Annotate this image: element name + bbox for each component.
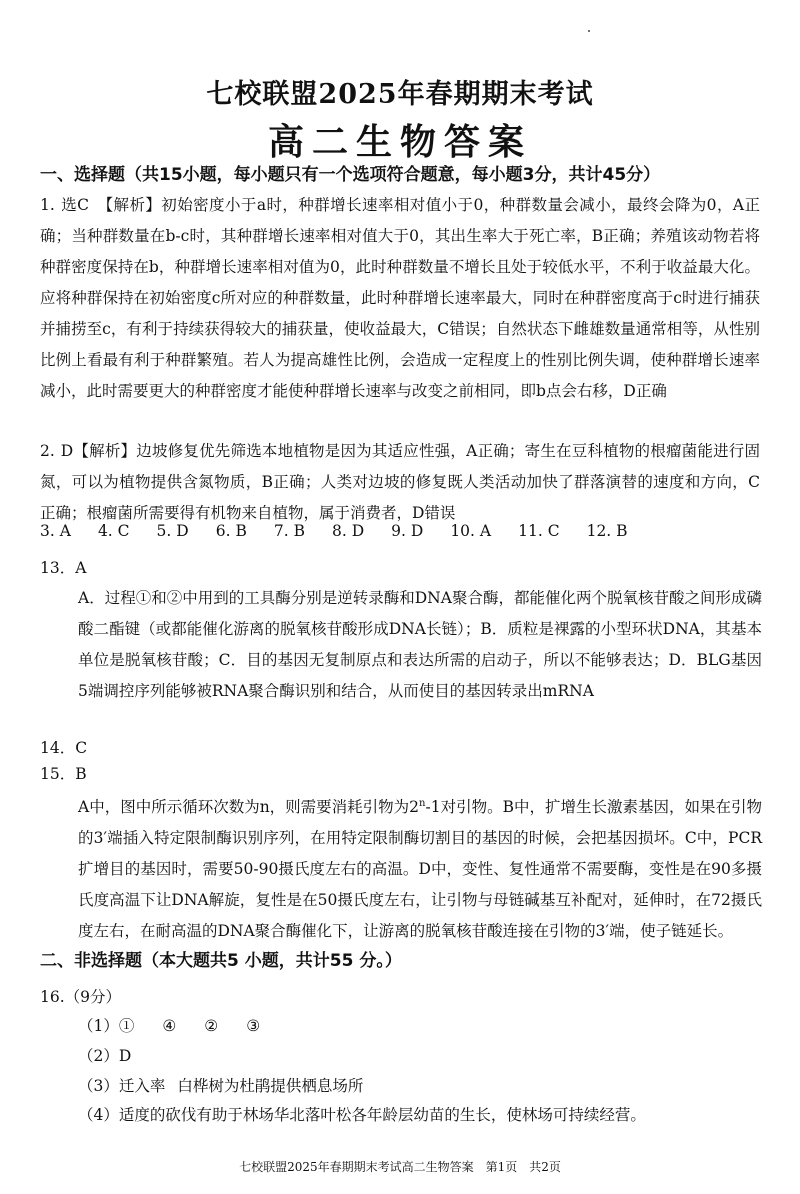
question-1-text: 选C 【解析】初始密度小于a时，种群增长速率相对值小于0，种群数量会减小，最终会降为0，A正确；当种群数量在b-c时，其种群增长速率相对值大于0，其出生率大于死亡率，B正确；养殖该动物若将种群密度保持在b，种群增长速率相对值为0，此时种群数量不增长且处于较低水平，不利于收益最大化。应将种群保持在初始密度c所对应的种群数量，此时种群增长速率最大，同时在种群密度高于c时进行捕获并捕捞至c，有利于持续获得较大的捕获量，使收益最大，C错误；自然状态下雌雄数量通常相等，从性别比例上看最有利于种群繁殖。若人为提高雄性比例，会造成一定程度上的性别比例失调，使种群增长速率减小，此时需要更大的种群密度才能使种群增长速率与改变之前相同，即b点会右移，D正确 (40, 196, 760, 400)
question-16-part2: （2）D (78, 1047, 132, 1065)
question-13-label: 13．A (40, 559, 87, 577)
question-16-part3: （3）迁入率 白桦树为杜鹃提供栖息场所 (78, 1077, 364, 1095)
question-16-part4: （4）适度的砍伐有助于林场华北落叶松各年龄层幼苗的生长，使林场可持续经营。 (78, 1106, 646, 1124)
scan-dot (588, 30, 590, 32)
question-16-part1: （1）① ④ ② ③ (78, 1017, 261, 1035)
answer-item: 12. B (586, 522, 628, 540)
page-title: 高二生物答案 (267, 121, 532, 163)
answer-item: 6. B (215, 522, 247, 540)
question-15-superscript: n (419, 798, 426, 809)
question-14-label: 14．C (40, 739, 88, 757)
answer-item: 11. C (518, 522, 560, 540)
question-2-text: D【解析】边坡修复优先筛选本地植物是因为其适应性强，A正确；寄生在豆科植物的根瘤菌能进行固氮，可以为植物提供含氮物质，B正确；人类对边坡的修复既人类活动加快了群落演替的速度和方向，C正确；根瘤菌所需要得有机物来自植物，属于消费者，D错误 (40, 442, 760, 522)
section2-heading: 二、非选择题（本大题共5 小题，共计55 分。） (40, 951, 402, 971)
section1-heading: 一、选择题（共15小题，每小题只有一个选项符合题意，每小题3分，共计45分） (40, 165, 661, 185)
answer-item: 7. B (273, 522, 305, 540)
exam-title: 七校联盟2025年春期期末考试 (206, 79, 594, 110)
question-15-explanation (78, 788, 762, 947)
answer-item: 9. D (391, 522, 424, 540)
question-15-text-a: A中，图中所示循环次数为n，则需要消耗引物为2 (78, 798, 420, 817)
question-16-label: 16.（9分） (40, 988, 122, 1006)
answers-row (40, 522, 760, 540)
question-2-number: 2. (40, 442, 55, 460)
question-15-label: 15．B (40, 765, 87, 783)
question-15-text-b: -1对引物。B中，扩增生长激素基因，如果在引物的3′端插入特定限制酶识别序列，在用特定限制酶切割目的基因的时候，会把基因损坏。C中，PCR扩增目的基因时，需要50-90摄氏度左右的高温。D中，变性、复性通常不需要酶，变性是在90多摄氏度高温下让DNA解旋，复性是在50摄氏度左右，让引物与母链碱基互补配对，延伸时，在72摄氏度左右，在耐高温的DNA聚合酶催化下，让游离的脱氧核苷酸连接在引物的3′端，使子链延长。 (78, 798, 762, 941)
question-1-number: 1. (40, 196, 55, 214)
question-1 (40, 190, 760, 407)
answer-item: 4. C (97, 522, 130, 540)
answer-item: 3. A (40, 522, 71, 540)
answer-item: 8. D (331, 522, 365, 540)
question-2 (40, 436, 760, 529)
answer-item: 10. A (450, 522, 492, 540)
question-13-explanation: A．过程①和②中用到的工具酶分别是逆转录酶和DNA聚合酶，都能催化两个脱氧核苷酸之间形成磷酸二酯键（或都能催化游离的脱氧核苷酸形成DNA长链）；B．质粒是裸露的小型环状DNA，其基本单位是脱氧核苷酸；C．目的基因无复制原点和表达所需的启动子，所以不能够表达；D．BLG基因5端调控序列能够被RNA聚合酶识别和结合，从而使目的基因转录出mRNA (78, 589, 762, 700)
answer-item: 5. D (156, 522, 189, 540)
page-footer: 七校联盟2025年春期期末考试高二生物答案 第1页 共2页 (239, 1160, 561, 1174)
